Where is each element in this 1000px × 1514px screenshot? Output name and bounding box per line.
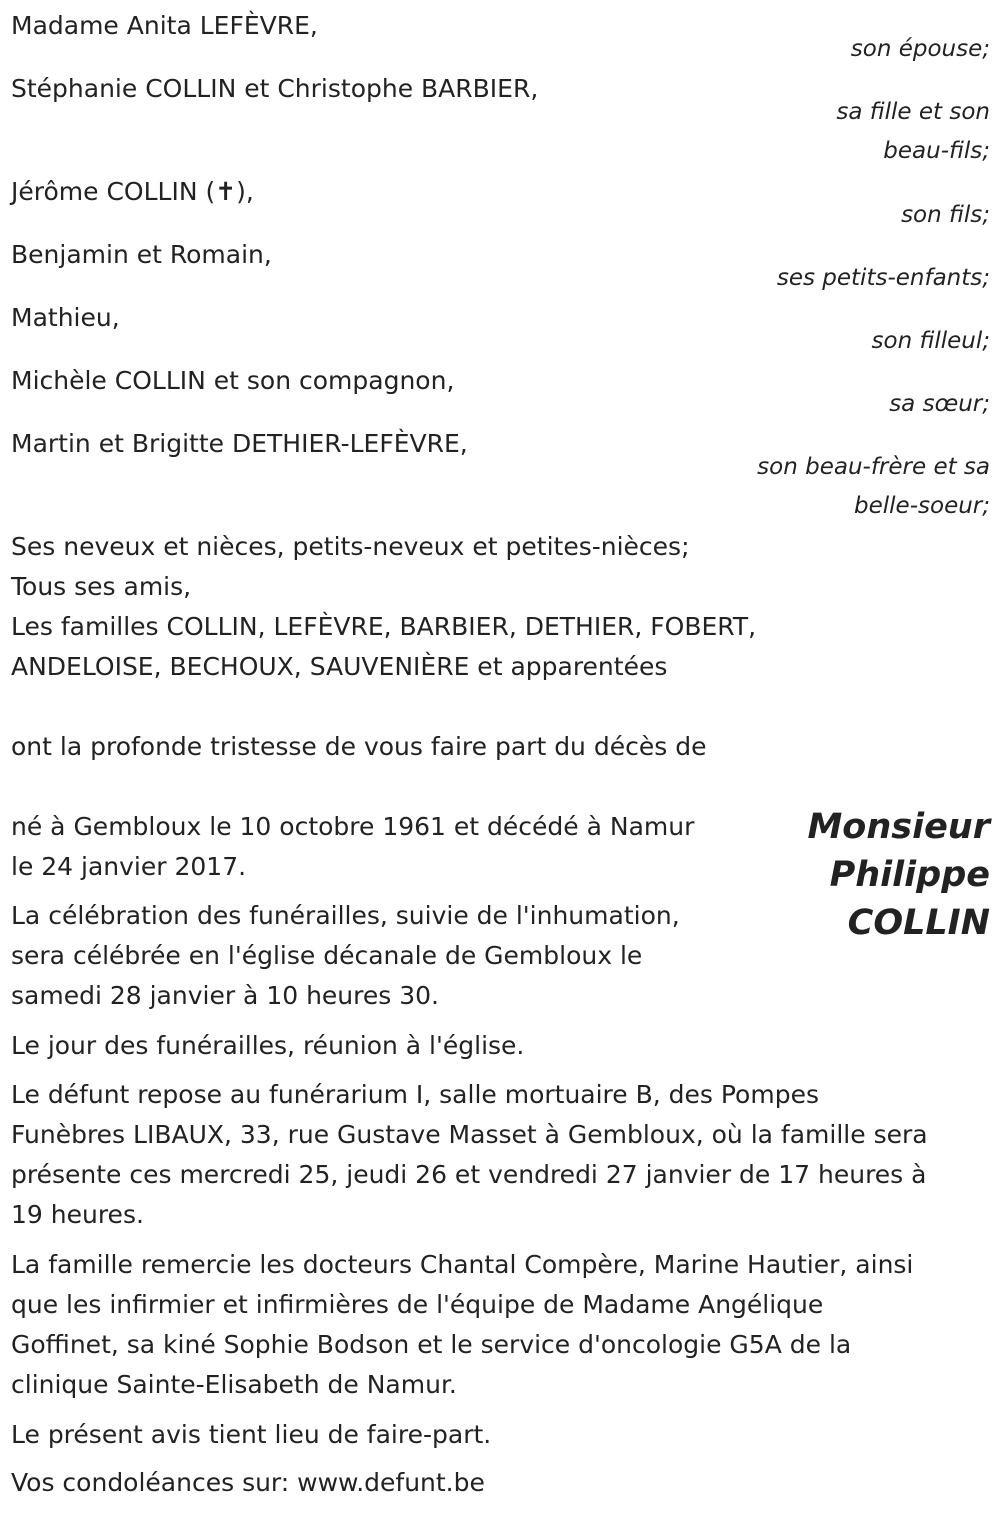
family-member-name: Madame Anita LEFÈVRE, [11, 11, 318, 40]
extended-family-line: Les familles COLLIN, LEFÈVRE, BARBIER, DETHIER, FOBERT, [11, 612, 757, 641]
ceremony-line: sera célébrée en l'église décanale de Gembloux le [11, 941, 643, 970]
thanks-line: que les infirmier et infirmières de l'équipe de Madame Angélique [11, 1290, 824, 1319]
deceased-title: Monsieur [807, 807, 990, 847]
thanks-line: clinique Sainte-Elisabeth de Namur. [11, 1370, 457, 1399]
announcement: ont la profonde tristesse de vous faire part du décès de [11, 732, 707, 761]
ceremony-line: La célébration des funérailles, suivie de l'inhumation, [11, 901, 680, 930]
family-member-relation: sa fille et son [836, 99, 990, 125]
rest-line: Funèbres LIBAUX, 33, rue Gustave Masset à Gembloux, où la famille sera [11, 1120, 928, 1149]
family-member-name: Michèle COLLIN et son compagnon, [11, 366, 455, 395]
birth-death-line: le 24 janvier 2017. [11, 852, 247, 881]
extended-family-line: Ses neveux et nièces, petits-neveux et petites-nièces; [11, 532, 690, 561]
rest-line: 19 heures. [11, 1200, 144, 1229]
birth-death-line: né à Gembloux le 10 octobre 1961 et décédé à Namur [11, 812, 695, 841]
thanks-line: La famille remercie les docteurs Chantal Compère, Marine Hautier, ainsi [11, 1250, 914, 1279]
rest-line: présente ces mercredi 25, jeudi 26 et vendredi 27 janvier de 17 heures à [11, 1160, 927, 1189]
extended-family-line: ANDELOISE, BECHOUX, SAUVENIÈRE et apparentées [11, 652, 668, 681]
extended-family-line: Tous ses amis, [11, 572, 192, 601]
deceased-name [760, 803, 990, 947]
rest-line: Le défunt repose au funérarium I, salle mortuaire B, des Pompes [11, 1080, 819, 1109]
notice-line: Le présent avis tient lieu de faire-part. [11, 1420, 492, 1449]
family-member-relation: son filleul; [871, 328, 990, 354]
family-member-relation: sa sœur; [889, 391, 990, 417]
family-member-name: Stéphanie COLLIN et Christophe BARBIER, [11, 74, 539, 103]
thanks-line: Goffinet, sa kiné Sophie Bodson et le service d'oncologie G5A de la [11, 1330, 852, 1359]
family-member-name: Jérôme COLLIN (✝), [11, 177, 254, 206]
family-member-name: Benjamin et Romain, [11, 240, 272, 269]
ceremony-line: samedi 28 janvier à 10 heures 30. [11, 981, 439, 1010]
family-member-relation: son fils; [901, 202, 990, 228]
family-member-name: Mathieu, [11, 303, 120, 332]
family-member-relation: son beau-frère et sa [757, 454, 990, 480]
family-member-name: Martin et Brigitte DETHIER-LEFÈVRE, [11, 429, 468, 458]
meeting-line: Le jour des funérailles, réunion à l'église. [11, 1031, 525, 1060]
family-member-relation: son épouse; [850, 36, 990, 62]
condolences-line: Vos condoléances sur: www.defunt.be [11, 1468, 485, 1497]
deceased-first-name: Philippe [829, 855, 990, 895]
family-member-relation: belle-soeur; [854, 493, 990, 519]
deceased-last-name: COLLIN [847, 903, 990, 943]
family-member-relation: beau-fils; [883, 138, 990, 164]
family-member-relation: ses petits-enfants; [776, 265, 990, 291]
